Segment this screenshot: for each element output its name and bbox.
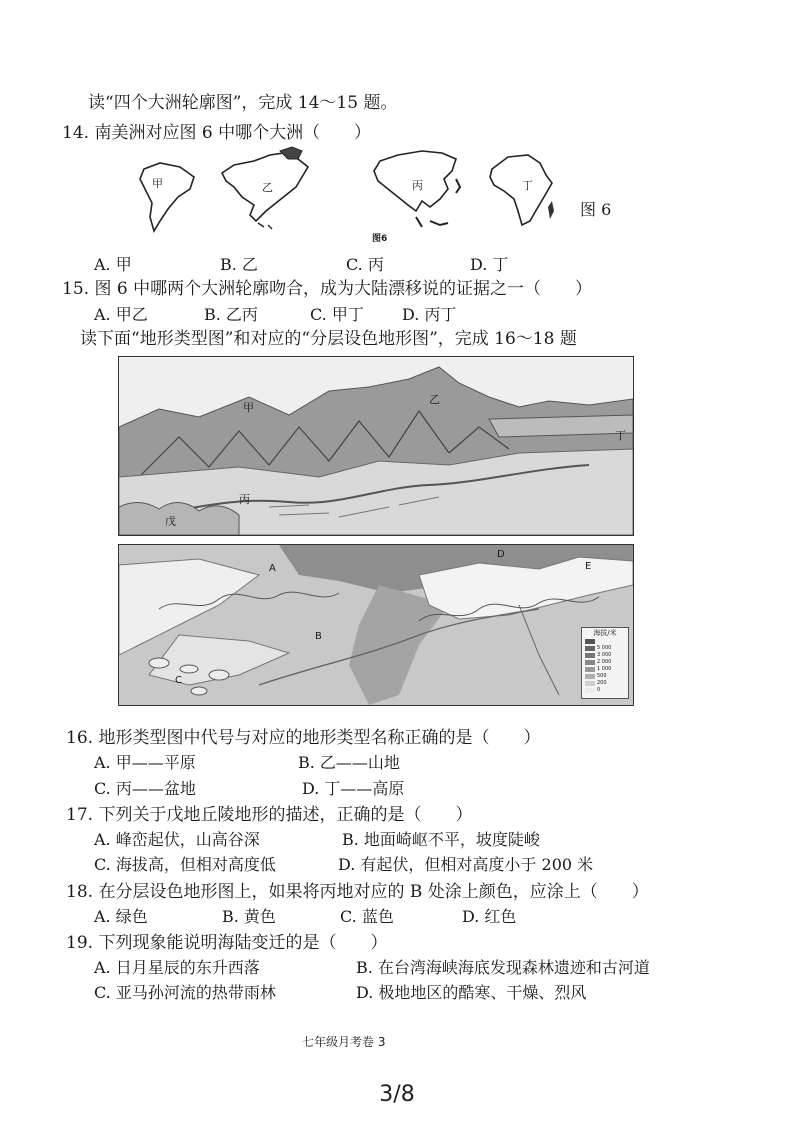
q15-option-d[interactable]: D. 丙丁: [402, 305, 457, 324]
q17-option-b[interactable]: B. 地面崎岖不平，坡度陡峻: [342, 830, 540, 849]
q15-option-a[interactable]: A. 甲乙: [94, 305, 148, 324]
question-14-stem: 14. 南美洲对应图 6 中哪个大洲（ ）: [62, 123, 372, 143]
intro-2: 读下面“地形类型图”和对应的“分层设色地形图”，完成 16～18 题: [80, 329, 577, 349]
q19-option-b[interactable]: B. 在台湾海峡海底发现森林遗迹和古河道: [356, 958, 650, 977]
question-16-stem: 16. 地形类型图中代号与对应的地形类型名称正确的是（ ）: [66, 728, 541, 748]
q19-option-a[interactable]: A. 日月星辰的东升西落: [94, 958, 260, 977]
legend-value: 200: [597, 680, 607, 686]
legend-value: 500: [597, 673, 607, 679]
q14-option-c[interactable]: C. 丙: [346, 255, 384, 274]
terrain-label-ding: 丁: [615, 429, 626, 442]
map-label-a: A: [269, 563, 276, 574]
terrain-label-jia: 甲: [243, 401, 254, 414]
map-label-e: E: [585, 561, 592, 572]
q15-option-c[interactable]: C. 甲丁: [310, 305, 364, 324]
q18-option-b[interactable]: B. 黄色: [222, 907, 276, 926]
figure-6-caption: 图 6: [580, 200, 612, 219]
q14-option-d[interactable]: D. 丁: [470, 255, 509, 274]
caribbean-marks: [258, 223, 272, 229]
layered-relief-map: [118, 544, 634, 706]
legend-value: 0: [597, 687, 601, 693]
question-18-stem: 18. 在分层设色地形图上，如果将丙地对应的 B 处涂上颜色，应涂上（ ）: [66, 882, 649, 902]
legend-value: 3 000: [597, 652, 612, 658]
question-15-stem: 15. 图 6 中哪两个大洲轮廓吻合，成为大陆漂移说的证据之一（ ）: [62, 279, 593, 299]
map-label-d: D: [497, 549, 505, 560]
q16-option-d[interactable]: D. 丁——高原: [302, 779, 405, 798]
q14-option-a[interactable]: A. 甲: [94, 255, 132, 274]
q14-option-b[interactable]: B. 乙: [220, 255, 258, 274]
q19-option-c[interactable]: C. 亚马孙河流的热带雨林: [94, 983, 276, 1002]
q18-option-a[interactable]: A. 绿色: [94, 907, 148, 926]
q17-option-c[interactable]: C. 海拔高，但相对高度低: [94, 855, 276, 874]
terrain-type-illustration: [118, 356, 634, 536]
page-indicator: 3/8: [379, 1082, 415, 1107]
q18-option-d[interactable]: D. 红色: [462, 907, 517, 926]
terrain-label-wu: 戊: [165, 515, 176, 528]
map-label-b: B: [315, 631, 322, 642]
legend-value: 5 000: [597, 645, 612, 651]
label-bing: 丙: [412, 179, 423, 192]
elevation-legend: [581, 627, 629, 699]
africa-outline: [490, 155, 552, 225]
map-label-c: C: [175, 675, 182, 686]
continent-outlines-svg: [130, 145, 650, 245]
q19-option-d[interactable]: D. 极地地区的酷寒、干燥、烈风: [356, 983, 587, 1002]
madagascar-outline: [548, 201, 554, 219]
legend-value: 2 000: [597, 659, 612, 665]
q16-option-c[interactable]: C. 丙——盆地: [94, 779, 196, 798]
figure-6-small-caption: 图6: [372, 234, 388, 244]
q16-option-a[interactable]: A. 甲——平原: [94, 753, 196, 772]
page-footer: 七年级月考卷 3: [302, 1035, 386, 1049]
intro-1: 读“四个大洲轮廓图”，完成 14～15 题。: [88, 93, 398, 113]
label-yi: 乙: [262, 181, 273, 194]
south-america-outline: [140, 163, 194, 231]
q18-option-c[interactable]: C. 蓝色: [340, 907, 394, 926]
relief-map-svg: [119, 545, 633, 705]
greenland-outline: [280, 147, 302, 159]
q15-option-b[interactable]: B. 乙丙: [204, 305, 258, 324]
question-19-stem: 19. 下列现象能说明海陆变迁的是（ ）: [66, 933, 388, 953]
q17-option-d[interactable]: D. 有起伏，但相对高度小于 200 米: [338, 855, 594, 874]
terrain-svg: [119, 357, 633, 535]
q17-option-a[interactable]: A. 峰峦起伏，山高谷深: [94, 830, 260, 849]
label-ding: 丁: [522, 179, 533, 192]
q16-option-b[interactable]: B. 乙——山地: [298, 753, 400, 772]
label-jia: 甲: [152, 177, 163, 190]
terrain-label-yi: 乙: [429, 393, 440, 406]
terrain-label-bing: 丙: [239, 493, 250, 506]
question-17-stem: 17. 下列关于戊地丘陵地形的描述，正确的是（ ）: [66, 805, 473, 825]
legend-value: 1 000: [597, 666, 612, 672]
figure-6-continents: [130, 145, 650, 245]
legend-title: 海拔/米: [593, 629, 617, 637]
